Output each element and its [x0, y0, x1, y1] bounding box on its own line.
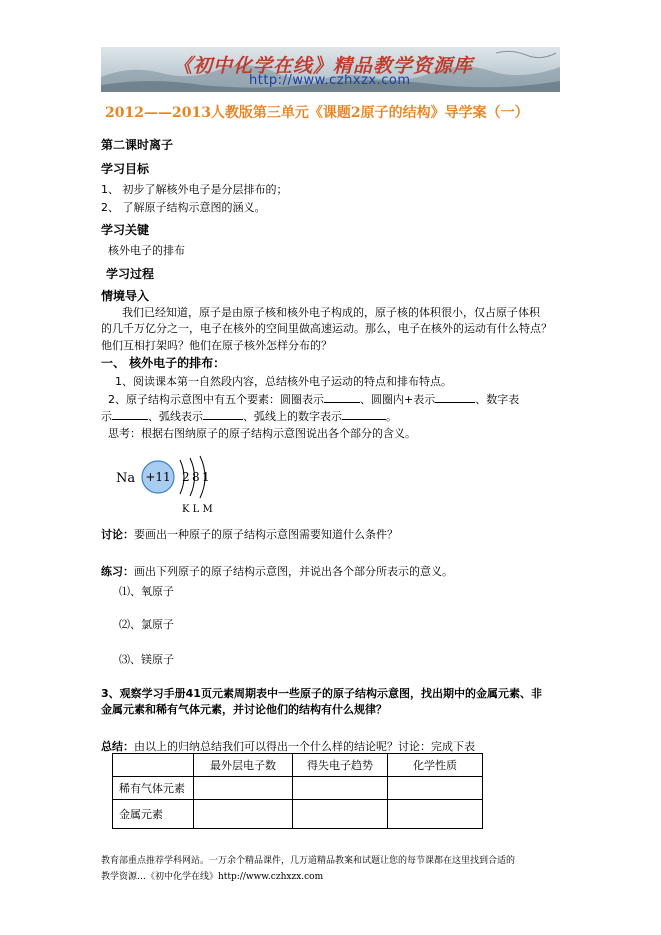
table-row-label: 金属元素 — [113, 800, 194, 829]
table-cell[interactable] — [388, 777, 483, 800]
exercise-item-chlorine: ⑵、氯原子 — [119, 618, 174, 631]
document-title: 2012——2013人教版第三单元《课题2原子的结构》导学案（一） — [105, 105, 529, 121]
summary-table — [112, 753, 483, 829]
intro-heading: 情境导入 — [101, 289, 150, 303]
goal-item: 2、 了解原子结构示意图的涵义。 — [101, 201, 266, 214]
lesson-heading: 第二课时离子 — [101, 138, 174, 152]
item2-text: 、弧线表示 — [148, 410, 203, 423]
element-symbol: Na — [116, 471, 136, 486]
page-footer — [101, 853, 515, 885]
answer-blank[interactable] — [324, 392, 360, 403]
item2-text: 、圆圈内+表示 — [360, 393, 436, 406]
section1-item2-line2 — [101, 408, 397, 424]
shell-labels: K L M — [182, 504, 213, 515]
sodium-atom-diagram — [112, 450, 222, 516]
exercise — [101, 563, 453, 579]
item2-text: 、弧线上的数字表示 — [243, 410, 342, 423]
table-cell[interactable] — [293, 777, 388, 800]
electron-count-l: 8 — [192, 470, 200, 484]
goals-heading: 学习目标 — [101, 162, 150, 176]
process-heading: 学习过程 — [106, 267, 155, 281]
table-header-cell: 得失电子趋势 — [293, 754, 388, 777]
answer-blank[interactable] — [203, 409, 243, 420]
item2-text: 示 — [101, 410, 112, 423]
goal-item: 1、 初步了解核外电子是分层排布的； — [101, 183, 288, 196]
item2-text: 、数字表 — [475, 393, 520, 406]
intro-line: 他们互相打架吗？他们在原子核外怎样分布的？ — [101, 339, 332, 352]
exercise-item-magnesium: ⑶、镁原子 — [119, 653, 174, 666]
table-cell[interactable] — [293, 800, 388, 829]
table-row — [113, 800, 483, 829]
section1-heading: 一、 核外电子的排布： — [101, 356, 226, 370]
footer-line: 教学资源…《初中化学在线》http://www.czhxzx.com — [101, 872, 324, 882]
table-cell[interactable] — [194, 800, 293, 829]
section1-item2-line1 — [108, 391, 519, 407]
discussion — [101, 526, 398, 542]
table-header-row — [113, 754, 483, 777]
table-row — [113, 777, 483, 800]
section1-item1: 1、阅读课本第一自然段内容，总结核外电子运动的特点和排布特点。 — [115, 375, 452, 388]
key-text: 核外电子的排布 — [108, 244, 185, 257]
electron-count-m: 1 — [202, 470, 210, 484]
observe-line: 3、观察学习手册41页元素周期表中一些原子的原子结构示意图，找出期中的金属元素、非 — [101, 687, 542, 700]
banner-title: 《初中化学在线》精品教学资源库 — [173, 55, 474, 77]
intro-line: 的几千万亿分之一，电子在核外的空间里做高速运动。那么，电子在核外的运动有什么特点？ — [101, 322, 552, 335]
summary-label: 总结： — [101, 740, 134, 753]
electron-count-k: 2 — [182, 470, 190, 484]
summary-text: 由以上的归纳总结我们可以得出一个什么样的结论呢？讨论：完成下表 — [134, 740, 475, 753]
header-banner — [101, 47, 560, 92]
exercise-label: 练习： — [101, 565, 134, 578]
observe-line: 金属元素和稀有气体元素，并讨论他们的结构有什么规律？ — [101, 703, 387, 716]
summary — [101, 738, 475, 754]
table-header-cell: 化学性质 — [388, 754, 483, 777]
banner-url-link[interactable]: http://www.czhxzx.com — [249, 73, 411, 88]
item2-text: 2、原子结构示意图中有五个要素：圆圈表示 — [108, 393, 324, 406]
table-header-cell — [113, 754, 194, 777]
intro-line: 我们已经知道，原子是由原子核和核外电子构成的，原子核的体积很小，仅占原子体积 — [122, 306, 540, 319]
item2-text: 。 — [386, 410, 397, 423]
exercise-text: 画出下列原子的原子结构示意图，并说出各个部分所表示的意义。 — [134, 565, 453, 578]
answer-blank[interactable] — [435, 392, 475, 403]
answer-blank[interactable] — [112, 409, 148, 420]
nucleus-charge: +11 — [145, 470, 171, 484]
table-cell[interactable] — [388, 800, 483, 829]
footer-line: 教育部重点推荐学科网站。一万余个精品课件，几万道精品教案和试题让您的每节课都在这里找到合适的 — [101, 856, 516, 866]
table-cell[interactable] — [194, 777, 293, 800]
think-prompt: 思考：根据右图纳原子的原子结构示意图说出各个部分的含义。 — [108, 427, 416, 440]
key-heading: 学习关键 — [101, 223, 150, 237]
answer-blank[interactable] — [342, 409, 386, 420]
discussion-text: 要画出一种原子的原子结构示意图需要知道什么条件？ — [134, 528, 398, 541]
table-header-cell: 最外层电子数 — [194, 754, 293, 777]
table-row-label: 稀有气体元素 — [113, 777, 194, 800]
exercise-item-oxygen: ⑴、氧原子 — [119, 585, 174, 598]
discussion-label: 讨论： — [101, 528, 134, 541]
